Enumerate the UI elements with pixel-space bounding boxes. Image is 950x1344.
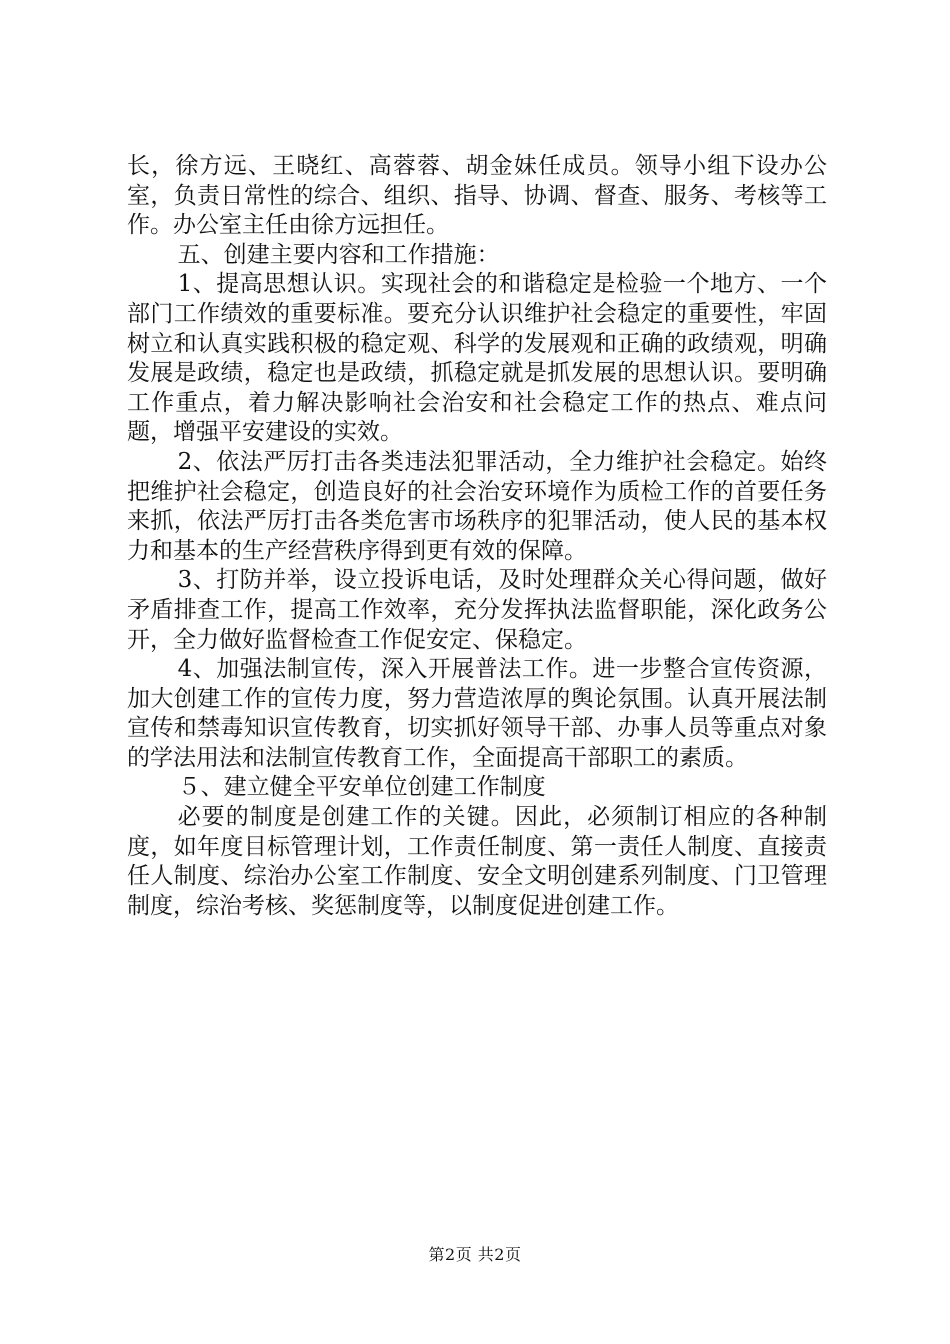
heading-section-five: 五、创建主要内容和工作措施：	[177, 241, 500, 268]
paragraph-item-1: 1、提高思想认识。实现社会的和谐稳定是检验一个地方、一个部门工作绩效的重要标准。要充分认识维护社会稳定的重要性，牢固树立和认真实践积极的稳定观、科学的发展观和正确的政绩观，明确发展是政绩，稳定也是政绩，抓稳定就是抓发展的思想认识。要明确工作重点，着力解决影响社会治安和社会稳定工作的热点、难点问题，增强平安建设的实效。	[127, 271, 827, 446]
paragraph-item-5-body: 必要的制度是创建工作的关键。因此，必须制订相应的各种制度，如年度目标管理计划，工作责任制度、第一责任人制度、直接责任人制度、综治办公室工作制度、安全文明创建系列制度、门卫管理制度，综治考核、奖惩制度等，以制度促进创建工作。	[127, 804, 827, 919]
paragraph-item-4: 4、加强法制宣传，深入开展普法工作。进一步整合宣传资源，加大创建工作的宣传力度，努力营造浓厚的舆论氛围。认真开展法制宣传和禁毒知识宣传教育，切实抓好领导干部、办事人员等重点对象的学法用法和法制宣传教育工作，全面提高干部职工的素质。	[127, 656, 827, 771]
paragraph-leader-group: 长，徐方远、王晓红、高蓉蓉、胡金妹任成员。领导小组下设办公室，负责日常性的综合、组织、指导、协调、督查、服务、考核等工作。办公室主任由徐方远担任。	[127, 153, 827, 239]
page-number-footer: 第2页 共2页	[428, 1245, 522, 1264]
paragraph-item-2: 2、依法严厉打击各类违法犯罪活动，全力维护社会稳定。始终把维护社会稳定，创造良好的社会治安环境作为质检工作的首要任务来抓，依法严厉打击各类危害市场秩序的犯罪活动，使人民的基本权力和基本的生产经营秩序得到更有效的保障。	[127, 448, 827, 564]
heading-item-5: ５、建立健全平安单位创建工作制度	[177, 774, 546, 801]
paragraph-item-3: 3、打防并举，设立投诉电话，及时处理群众关心得问题，做好矛盾排查工作，提高工作效率，充分发挥执法监督职能，深化政务公开，全力做好监督检查工作促安定、保稳定。	[127, 567, 827, 653]
document-body	[127, 152, 827, 921]
